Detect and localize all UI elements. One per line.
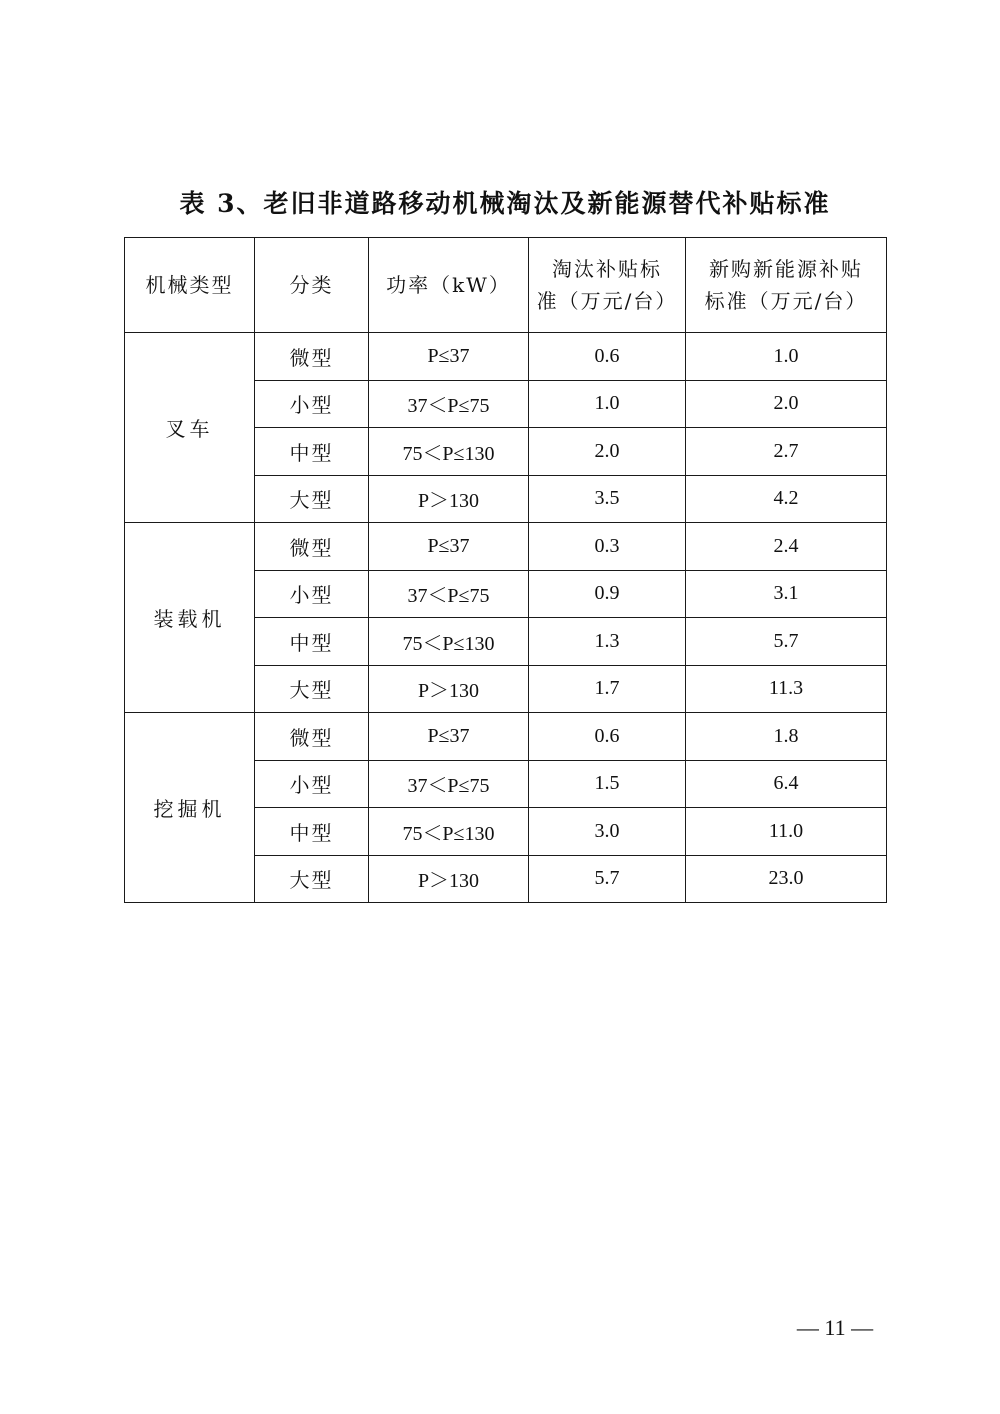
page-number: — 11 — (796, 1315, 874, 1340)
category-cell: 微型 (255, 523, 369, 571)
header-new-energy-subsidy (686, 238, 887, 333)
scrap-subsidy-cell: 1.3 (529, 618, 686, 666)
power-cell: 37＜P≤75 (369, 760, 529, 808)
table-row (125, 523, 887, 571)
power-cell: 75＜P≤130 (369, 618, 529, 666)
category-cell: 大型 (255, 855, 369, 903)
new-energy-subsidy-cell: 6.4 (686, 760, 887, 808)
header-scrap-subsidy-line2: 准（万元/台） (536, 289, 678, 313)
table-title: 表 3、老旧非道路移动机械淘汰及新能源替代补贴标准 (179, 189, 831, 218)
subsidy-table (124, 237, 887, 903)
category-cell: 小型 (255, 760, 369, 808)
header-new-energy-subsidy-line1: 新购新能源补贴 (709, 257, 863, 281)
category-cell: 微型 (255, 713, 369, 761)
power-cell: P＞130 (369, 475, 529, 523)
scrap-subsidy-cell: 2.0 (529, 428, 686, 476)
category-cell: 小型 (255, 380, 369, 428)
power-cell: P＞130 (369, 665, 529, 713)
power-cell: 75＜P≤130 (369, 428, 529, 476)
header-row (125, 238, 887, 333)
header-power: 功率（kW） (369, 238, 529, 333)
machine-type-cell: 挖掘机 (125, 713, 255, 903)
power-cell: 37＜P≤75 (369, 570, 529, 618)
power-cell: P＞130 (369, 855, 529, 903)
table-row (125, 333, 887, 381)
machine-type-cell: 叉车 (125, 333, 255, 523)
scrap-subsidy-cell: 0.3 (529, 523, 686, 571)
new-energy-subsidy-cell: 3.1 (686, 570, 887, 618)
new-energy-subsidy-cell: 2.4 (686, 523, 887, 571)
power-cell: P≤37 (369, 713, 529, 761)
header-category: 分类 (255, 238, 369, 333)
scrap-subsidy-cell: 3.5 (529, 475, 686, 523)
category-cell: 大型 (255, 475, 369, 523)
new-energy-subsidy-cell: 2.0 (686, 380, 887, 428)
new-energy-subsidy-cell: 2.7 (686, 428, 887, 476)
scrap-subsidy-cell: 0.9 (529, 570, 686, 618)
power-cell: 37＜P≤75 (369, 380, 529, 428)
category-cell: 小型 (255, 570, 369, 618)
new-energy-subsidy-cell: 23.0 (686, 855, 887, 903)
power-cell: 75＜P≤130 (369, 808, 529, 856)
category-cell: 微型 (255, 333, 369, 381)
table-row (125, 713, 887, 761)
new-energy-subsidy-cell: 11.3 (686, 665, 887, 713)
scrap-subsidy-cell: 1.0 (529, 380, 686, 428)
power-cell: P≤37 (369, 523, 529, 571)
new-energy-subsidy-cell: 4.2 (686, 475, 887, 523)
new-energy-subsidy-cell: 1.0 (686, 333, 887, 381)
category-cell: 大型 (255, 665, 369, 713)
header-scrap-subsidy (529, 238, 686, 333)
header-new-energy-subsidy-line2: 标准（万元/台） (704, 289, 868, 313)
category-cell: 中型 (255, 618, 369, 666)
header-scrap-subsidy-line1: 淘汰补贴标 (552, 257, 662, 281)
category-cell: 中型 (255, 428, 369, 476)
machine-type-cell: 装载机 (125, 523, 255, 713)
scrap-subsidy-cell: 5.7 (529, 855, 686, 903)
scrap-subsidy-cell: 0.6 (529, 333, 686, 381)
new-energy-subsidy-cell: 5.7 (686, 618, 887, 666)
power-cell: P≤37 (369, 333, 529, 381)
new-energy-subsidy-cell: 11.0 (686, 808, 887, 856)
category-cell: 中型 (255, 808, 369, 856)
scrap-subsidy-cell: 1.5 (529, 760, 686, 808)
scrap-subsidy-cell: 3.0 (529, 808, 686, 856)
scrap-subsidy-cell: 0.6 (529, 713, 686, 761)
header-machine-type: 机械类型 (125, 238, 255, 333)
scrap-subsidy-cell: 1.7 (529, 665, 686, 713)
new-energy-subsidy-cell: 1.8 (686, 713, 887, 761)
